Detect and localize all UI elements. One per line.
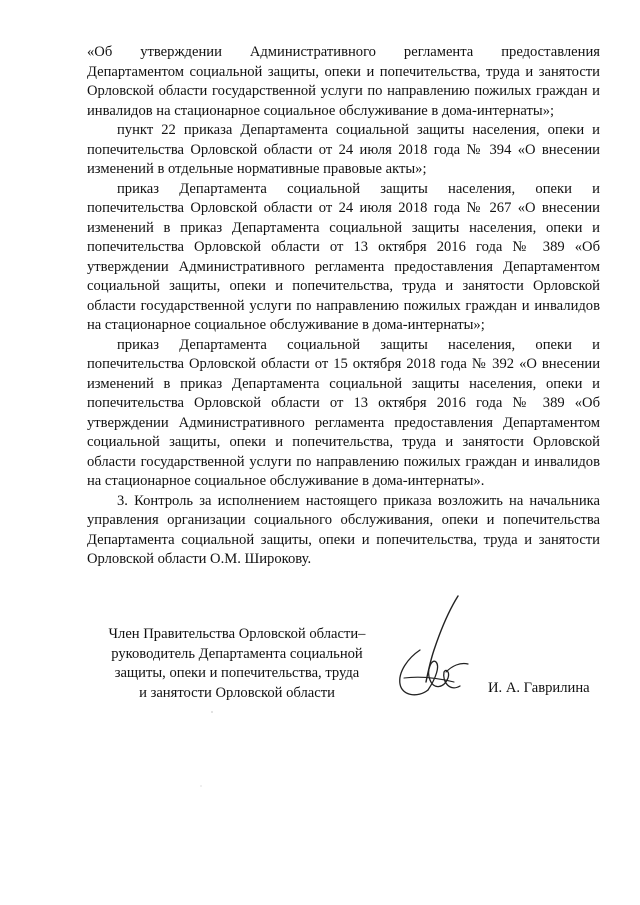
signatory-line: Член Правительства Орловской области– [108, 626, 366, 642]
paragraph-control-clause: 3. Контроль за исполнением настоящего приказа возложить на начальника управления организации социального обслуживания, опеки и попечительства Департамента социальной защиты, опеки и попечительства, труда и занятости Орловской области О.М. Широкову. [87, 492, 600, 567]
signatory-line: и занятости Орловской области [139, 684, 335, 701]
signatory-line: защиты, опеки и попечительства, труда [114, 665, 360, 681]
paragraph-order-267: приказ Департамента социальной защиты населения, опеки и попечительства Орловской области от 24 июля 2018 года № 267 «О внесении изменений в приказ Департамента социальной защиты населения, опеки и попечительства Орловской области от 13 октября 2016 года № 389 «Об утверждении Административного регламента предоставления Департаментом социальной защиты, опеки и попечительства, труда и занятости Орловской области государственной услуги по направлению пожилых граждан и инвалидов на стационарное социальное обслуживание в дома-интернаты»; [87, 180, 600, 333]
paragraph-regulation-title: «Об утверждении Административного регламента предоставления Департаментом социальной защиты, опеки и попечительства, труда и занятости Орловской области государственной услуги по направлению пожилых граждан и инвалидов на стационарное социальное обслуживание в дома-интернаты»; [87, 44, 600, 119]
signatory-line: руководитель Департамента социальной [111, 645, 363, 662]
signatory-name: И. А. Гаврилина [488, 680, 590, 696]
paragraph-order-392: приказ Департамента социальной защиты населения, опеки и попечительства Орловской области от 15 октября 2018 года № 392 «О внесении изменений в приказ Департамента социальной защиты населения, опеки и попечительства Орловской области от 13 октября 2016 года № 389 «Об утверждении Административного регламента предоставления Департаментом социальной защиты, опеки и попечительства, труда и занятости Орловской области государственной услуги по направлению пожилых граждан и инвалидов на стационарное социальное обслуживание в дома-интернаты». [87, 336, 600, 489]
paragraph-point-22: пункт 22 приказа Департамента социальной защиты населения, опеки и попечительства Орловской области от 24 июля 2018 года № 394 «О внесении изменений в отдельные нормативные правовые акты»; [87, 122, 600, 177]
